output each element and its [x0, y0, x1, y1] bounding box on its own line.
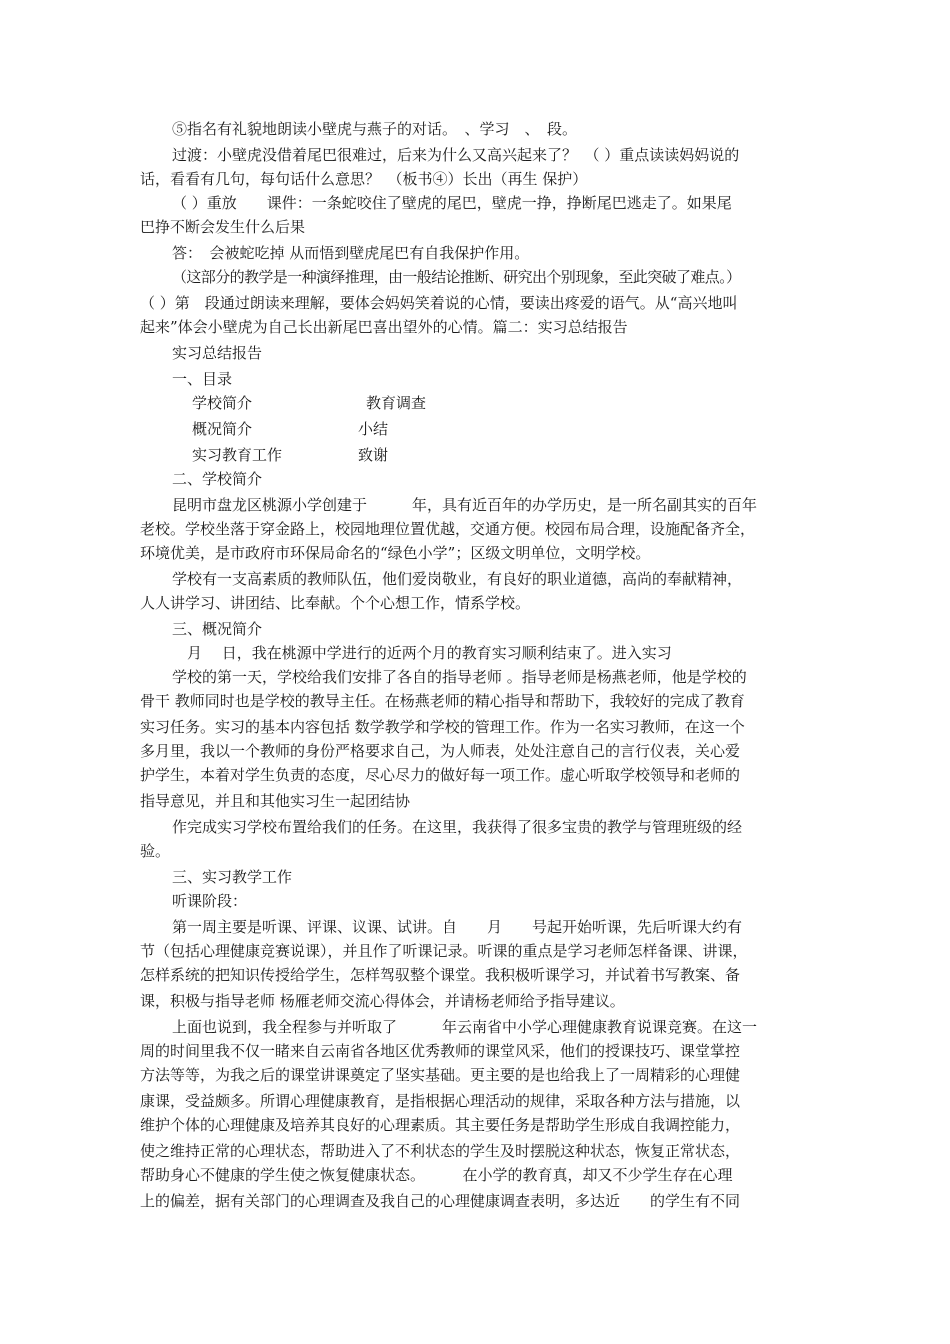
section-heading: 二、学校简介 — [172, 470, 263, 488]
text-line: 多月里，我以一个教师的身份严格要求自己，为人师表，处处注意自己的言行仪表，关心爱 — [140, 742, 741, 760]
text-line: 第一周主要是听课、评课、议课、试讲。自 月 号起开始听课，先后听课大约有 — [172, 918, 743, 936]
text-line: 帮助身心不健康的学生使之恢复健康状态。 在小学的教育真，却又不少学生存在心理 — [140, 1166, 733, 1184]
text-line: 月 日，我在桃源中学进行的近两个月的教育实习顺利结束了。进入实习 — [172, 644, 672, 662]
text-line: 课，积极与指导老师 杨雁老师交流心得体会，并请杨老师给予指导建议。 — [140, 992, 625, 1010]
text-line: 人人讲学习、讲团结、比奉献。个个心想工作，情系学校。 — [140, 594, 531, 612]
section-heading: 三、概况简介 — [172, 620, 263, 638]
section-heading: 三、实习教学工作 — [172, 868, 293, 886]
text-line: 学校有一支高素质的教师队伍，他们爱岗敬业，有良好的职业道德，高尚的奉献精神， — [172, 570, 743, 588]
text-line: ⑤指名有礼貌地朗读小壁虎与燕子的对话。 、学习 、 段。 — [172, 120, 578, 138]
section-heading: 一、目录 — [172, 370, 233, 388]
text-line: （ ）第 段通过朗读来理解，要体会妈妈笑着说的心情，要读出疼爱的语气。从“高兴地叫 — [140, 294, 738, 312]
text-line: 答： 会被蛇吃掉 从而悟到壁虎尾巴有自我保护作用。 — [172, 244, 530, 262]
text-line: 使之维持正常的心理状态，帮助进入了不利状态的学生及时摆脱这种状态，恢复正常状态， — [140, 1142, 741, 1160]
text-line: 康课，受益颇多。所谓心理健康教育，是指根据心理活动的规律，采取各种方法与措施，以 — [140, 1092, 741, 1110]
text-line: 节（包括心理健康竞赛说课），并且作了听课记录。听课的重点是学习老师怎样备课、讲课， — [140, 942, 748, 960]
toc-item: 致谢 — [358, 446, 389, 464]
toc-item: 实习教育工作 — [192, 446, 283, 464]
text-line: 巴挣不断会发生什么后果 — [140, 218, 306, 236]
text-line: 方法等等，为我之后的课堂讲课奠定了坚实基础。更主要的是也给我上了一周精彩的心理健 — [140, 1066, 741, 1084]
text-line: 怎样系统的把知识传授给学生，怎样驾驭整个课堂。我积极听课学习，并试着书写教案、备 — [140, 966, 741, 984]
toc-item: 教育调查 — [366, 394, 427, 412]
text-line: 起来”体会小壁虎为自己长出新尾巴喜出望外的心情。篇二：实习总结报告 — [140, 318, 628, 336]
text-line: 护学生，本着对学生负责的态度，尽心尽力的做好每一项工作。虚心听取学校领导和老师的 — [140, 766, 741, 784]
report-title: 实习总结报告 — [172, 344, 263, 362]
text-line: 验。 — [140, 842, 171, 860]
text-line: （ ）重放 课件：一条蛇咬住了壁虎的尾巴，壁虎一挣，挣断尾巴逃走了。如果尾 — [172, 194, 732, 212]
text-line: 话，看看有几句，每句话什么意思？ （板书④）长出（再生 保护） — [140, 170, 588, 188]
toc-item: 学校简介 — [192, 394, 253, 412]
text-line: 昆明市盘龙区桃源小学创建于 年，具有近百年的办学历史，是一所名副其实的百年 — [172, 496, 758, 514]
toc-item: 小结 — [358, 420, 389, 438]
text-line: 实习任务。实习的基本内容包括 数学教学和学校的管理工作。作为一名实习教师，在这一个 — [140, 718, 745, 736]
text-line: 学校的第一天，学校给我们安排了各自的指导老师 。指导老师是杨燕老师，他是学校的 — [172, 668, 747, 686]
text-line: 过渡：小壁虎没借着尾巴很难过，后来为什么又高兴起来了？ （ ）重点读读妈妈说的 — [172, 146, 740, 164]
text-line: 上面也说到，我全程参与并听取了 年云南省中小学心理健康教育说课竞赛。在这一 — [172, 1018, 758, 1036]
text-line: 维护个体的心理健康及培养其良好的心理素质。其主要任务是帮助学生形成自我调控能力， — [140, 1116, 741, 1134]
text-line: 上的偏差，据有关部门的心理调查及我自己的心理健康调查表明，多达近 的学生有不同 — [140, 1192, 741, 1210]
text-line: 环境优美，是市政府市环保局命名的“绿色小学”；区级文明单位，文明学校。 — [140, 544, 651, 562]
text-line: 指导意见，并且和其他实习生一起团结协 — [140, 792, 411, 810]
text-line: 周的时间里我不仅一睹来自云南省各地区优秀教师的课堂风采，他们的授课技巧、课堂掌控 — [140, 1042, 741, 1060]
text-line: 作完成实习学校布置给我们的任务。在这里，我获得了很多宝贵的教学与管理班级的经 — [172, 818, 743, 836]
text-line: 老校。学校坐落于穿金路上，校园地理位置优越，交通方便。校园布局合理，设施配备齐全， — [140, 520, 756, 538]
text-line: 骨干 教师同时也是学校的教导主任。在杨燕老师的精心指导和帮助下，我较好的完成了教育 — [140, 692, 745, 710]
toc-item: 概况简介 — [192, 420, 253, 438]
subheading: 听课阶段： — [172, 892, 248, 910]
text-line: （这部分的教学是一种演绎推理，由一般结论推断、研究出个别现象，至此突破了难点。） — [172, 268, 741, 286]
